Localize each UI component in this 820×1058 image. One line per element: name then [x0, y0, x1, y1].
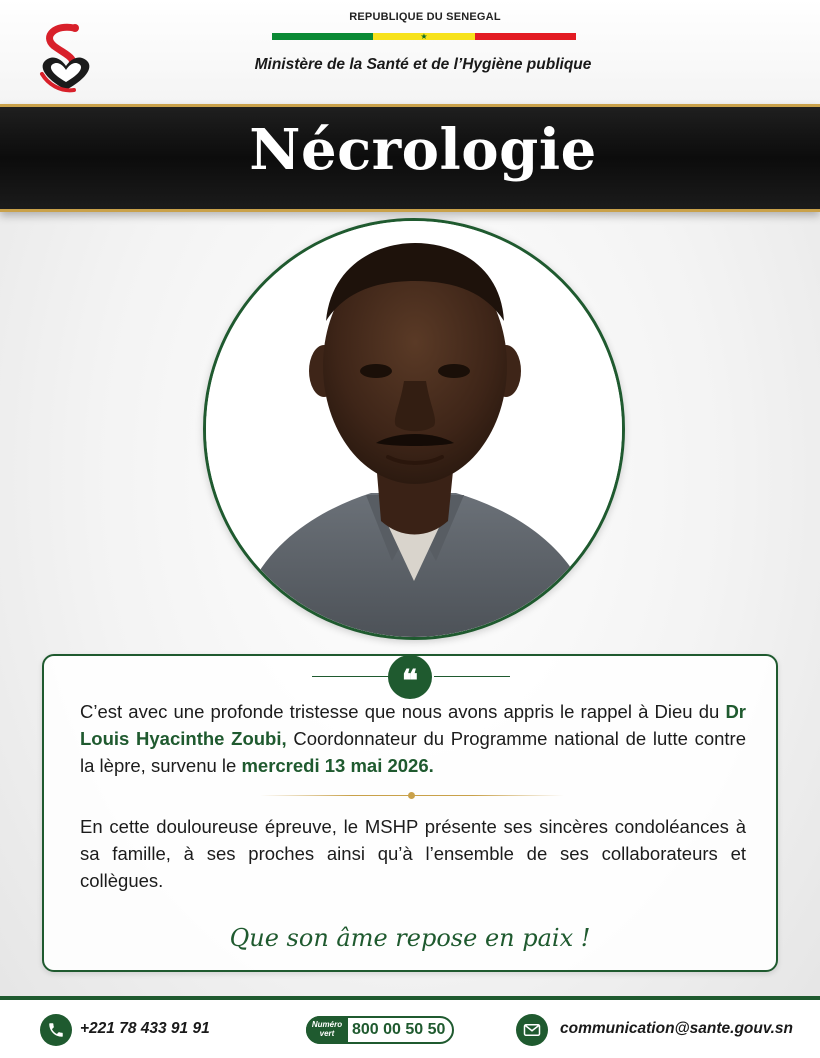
gold-separator-dot [408, 792, 415, 799]
page-title: Nécrologie [249, 117, 597, 183]
country-name: REPUBLIQUE DU SENEGAL [349, 11, 501, 23]
closing-prayer: Que son âme repose en paix ! [229, 924, 591, 952]
toll-free-label-line2: vert [319, 1029, 335, 1038]
portrait-frame [203, 218, 625, 640]
quote-divider-left [312, 676, 388, 677]
quote-icon: ❝ [388, 655, 432, 699]
condolences-paragraph: En cette douloureuse épreuve, le MSHP présente ses sincères condoléances à sa famille, à ses proches ainsi qu’à l’ensemble de ses collaborateurs et collègues. [80, 816, 746, 891]
death-date: mercredi 13 mai 2026. [241, 755, 434, 776]
toll-free-number[interactable]: 800 00 50 50 [352, 1021, 446, 1038]
toll-free-label [306, 1016, 348, 1044]
senegal-flag [272, 33, 576, 40]
header [0, 0, 820, 104]
mail-icon [516, 1014, 548, 1046]
contact-email[interactable]: communication@sante.gouv.sn [560, 1020, 794, 1037]
phone-icon [40, 1014, 72, 1046]
announcement-intro: C’est avec une profonde tristesse que nous avons appris le rappel à Dieu du [80, 701, 726, 722]
phone-number[interactable]: +221 78 433 91 91 [80, 1020, 210, 1037]
title-banner [0, 104, 820, 212]
toll-free-badge [306, 1016, 454, 1044]
portrait-photo [206, 221, 622, 637]
ministry-name: Ministère de la Santé et de l’Hygiène publique [254, 56, 592, 73]
message-card [42, 654, 778, 972]
announcement-role: Coordonnateur du Programme national de lutte contre la lèpre, survenu le [80, 728, 746, 776]
deceased-name: Dr Louis Hyacinthe Zoubi, [80, 701, 746, 749]
star-icon: ★ [420, 32, 428, 41]
announcement-paragraph [80, 698, 746, 779]
footer [0, 1000, 820, 1058]
toll-free-label-line1: Numéro [311, 1020, 343, 1029]
quote-divider-right [434, 676, 510, 677]
